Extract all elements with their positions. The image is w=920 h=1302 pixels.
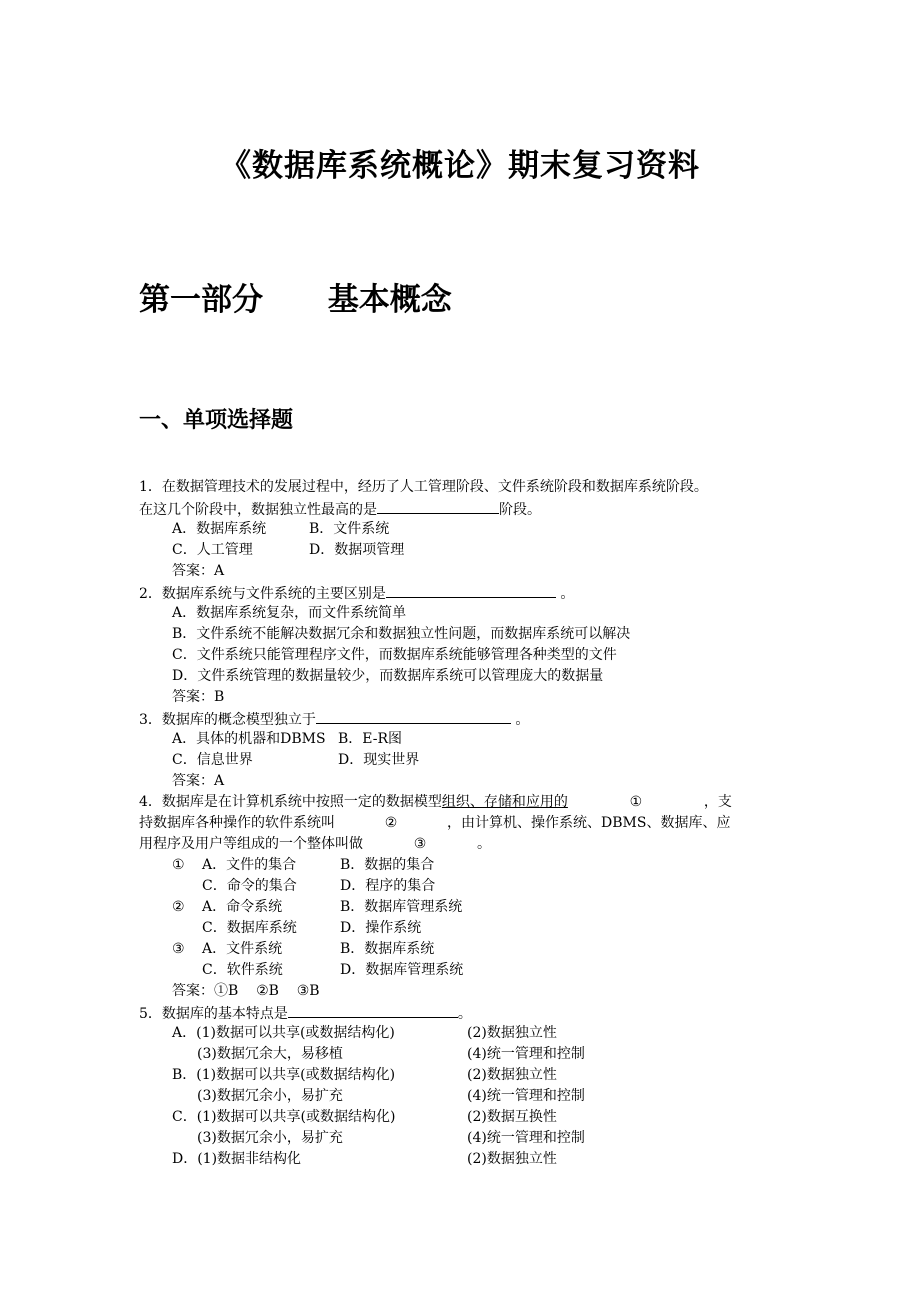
q5-option-a-item3: (3)数据冗余大，易移植 [197, 1046, 343, 1062]
q4-group3-row1 [139, 939, 794, 960]
q2-blank [386, 582, 556, 598]
q4-underlined-phrase: 组织、存储和应用的 [441, 794, 568, 810]
q1-options-row1 [139, 519, 794, 540]
q5-option-a-item2: (2)数据独立性 [467, 1025, 557, 1041]
q4-blank-2: ② [335, 813, 447, 834]
q4-group1-option-c: C．命令的集合 [202, 878, 297, 894]
q4-group2-option-c: C．数据库系统 [202, 920, 297, 936]
q4-group3-option-c: C．软件系统 [202, 962, 283, 978]
q3-option-b: B．E-R图 [338, 731, 403, 747]
q2-stem-text: 2．数据库系统与文件系统的主要区别是 [139, 586, 386, 602]
q1-stem-line1: 1．在数据管理技术的发展过程中，经历了人工管理阶段、文件系统阶段和数据库系统阶段。 [139, 479, 708, 495]
q4-group3-option-b: B．数据库系统 [340, 941, 435, 957]
q4-group3-option-a: A．文件系统 [202, 941, 283, 957]
q4-group3-row2 [139, 960, 794, 981]
q4-blank-3: ③ [363, 834, 477, 855]
q2-option-b: B．文件系统不能解决数据冗余和数据独立性问题，而数据库系统可以解决 [172, 626, 631, 642]
q3-blank [316, 708, 511, 724]
q4-stem-end-1: ，支 [703, 794, 732, 810]
q4-group1-option-b: B．数据的集合 [340, 857, 435, 873]
q5-option-c-row2 [139, 1128, 794, 1149]
q4-answer: 答案：①B ②B ③B [172, 983, 320, 999]
q5-option-b-item4: (4)统一管理和控制 [467, 1088, 585, 1104]
q3-option-d: D．现实世界 [338, 752, 420, 768]
q1-answer: 答案：A [172, 563, 225, 579]
q2-answer: 答案：B [172, 689, 225, 705]
q2-option-a: A．数据库系统复杂，而文件系统简单 [172, 605, 407, 621]
q4-stem-end-2: ，由计算机、操作系统、DBMS、数据库、应 [447, 815, 731, 831]
q5-option-a-row1 [139, 1023, 794, 1044]
q5-option-c-item1: C．(1)数据可以共享(或数据结构化) [172, 1109, 396, 1125]
q5-option-a-item1: A．(1)数据可以共享(或数据结构化) [172, 1025, 395, 1041]
q5-option-d-item2: (2)数据独立性 [467, 1151, 557, 1167]
q5-option-d-item1: D．(1)数据非结构化 [172, 1151, 302, 1167]
q5-option-c-item3: (3)数据冗余小，易扩充 [197, 1130, 343, 1146]
q4-blank-1: ① [568, 792, 704, 813]
q4-group2-row2 [139, 918, 794, 939]
q3-stem [139, 708, 794, 729]
q2-stem [139, 582, 794, 603]
q5-stem-text: 5．数据库的基本特点是 [139, 1006, 288, 1022]
q5-option-b-row2 [139, 1086, 794, 1107]
q5-option-c-row1 [139, 1107, 794, 1128]
q4-group2-option-a: A．命令系统 [202, 899, 283, 915]
q5-blank [288, 1002, 458, 1018]
q1-option-d: D．数据项管理 [309, 542, 405, 558]
q5-option-d-row1 [139, 1149, 794, 1170]
q4-group1-row2 [139, 876, 794, 897]
q3-option-a: A．具体的机器和DBMS [172, 731, 326, 747]
q4-group2-mark: ② [172, 899, 185, 915]
q1-option-b: B．文件系统 [309, 521, 390, 537]
question-list [139, 477, 794, 1170]
q5-option-c-item2: (2)数据互换性 [467, 1109, 557, 1125]
q1-option-a: A．数据库系统 [172, 521, 267, 537]
q3-stem-end: 。 [510, 712, 530, 728]
q4-group2-option-d: D．操作系统 [340, 920, 422, 936]
q2-option-c: C．文件系统只能管理程序文件，而数据库系统能够管理各种类型的文件 [172, 647, 617, 663]
q5-option-a-row2 [139, 1044, 794, 1065]
q4-group1-option-d: D．程序的集合 [340, 878, 436, 894]
q4-stem-line2 [139, 813, 794, 834]
q3-options-row2 [139, 750, 794, 771]
q1-stem-end: 阶段。 [499, 502, 541, 518]
q4-group2-option-b: B．数据库管理系统 [340, 899, 463, 915]
q4-group1-mark: ① [172, 857, 185, 873]
q4-stem-text-2: 持数据库各种操作的软件系统叫 [139, 815, 335, 831]
q1-blank [377, 498, 499, 514]
q1-options-row2 [139, 540, 794, 561]
q4-stem-line3 [139, 834, 794, 855]
q2-option-d: D．文件系统管理的数据量较少，而数据库系统可以管理庞大的数据量 [172, 668, 604, 684]
q5-stem [139, 1002, 794, 1023]
q5-option-b-row1 [139, 1065, 794, 1086]
q5-option-c-item4: (4)统一管理和控制 [467, 1130, 585, 1146]
part-heading: 第一部分 基本概念 [139, 282, 452, 318]
q4-group1-row1 [139, 855, 794, 876]
q5-option-a-item4: (4)统一管理和控制 [467, 1046, 585, 1062]
q4-stem-text-1: 4．数据库是在计算机系统中按照一定的数据模型 [139, 794, 442, 810]
document-title: 《数据库系统概论》期末复习资料 [220, 148, 700, 184]
q4-stem-text-3: 用程序及用户等组成的一个整体叫做 [139, 836, 363, 852]
q5-option-b-item2: (2)数据独立性 [467, 1067, 557, 1083]
section-heading: 一、单项选择题 [139, 408, 294, 433]
q3-stem-text: 3．数据库的概念模型独立于 [139, 712, 316, 728]
q5-option-b-item1: B．(1)数据可以共享(或数据结构化) [172, 1067, 396, 1083]
q4-group3-option-d: D．数据库管理系统 [340, 962, 464, 978]
q1-stem-line2 [139, 498, 794, 519]
q4-group1-option-a: A．文件的集合 [202, 857, 297, 873]
q2-stem-end: 。 [555, 586, 575, 602]
q4-stem-line1 [139, 792, 794, 813]
q3-options-row1 [139, 729, 794, 750]
q4-stem-end-3: 。 [477, 836, 491, 852]
q3-option-c: C．信息世界 [172, 752, 253, 768]
q5-option-b-item3: (3)数据冗余小，易扩充 [197, 1088, 343, 1104]
q1-stem-text: 在这几个阶段中，数据独立性最高的是 [139, 502, 377, 518]
q3-answer: 答案：A [172, 773, 225, 789]
q1-option-c: C．人工管理 [172, 542, 253, 558]
q5-stem-end: 。 [457, 1006, 472, 1022]
q4-group2-row1 [139, 897, 794, 918]
q4-group3-mark: ③ [172, 941, 185, 957]
